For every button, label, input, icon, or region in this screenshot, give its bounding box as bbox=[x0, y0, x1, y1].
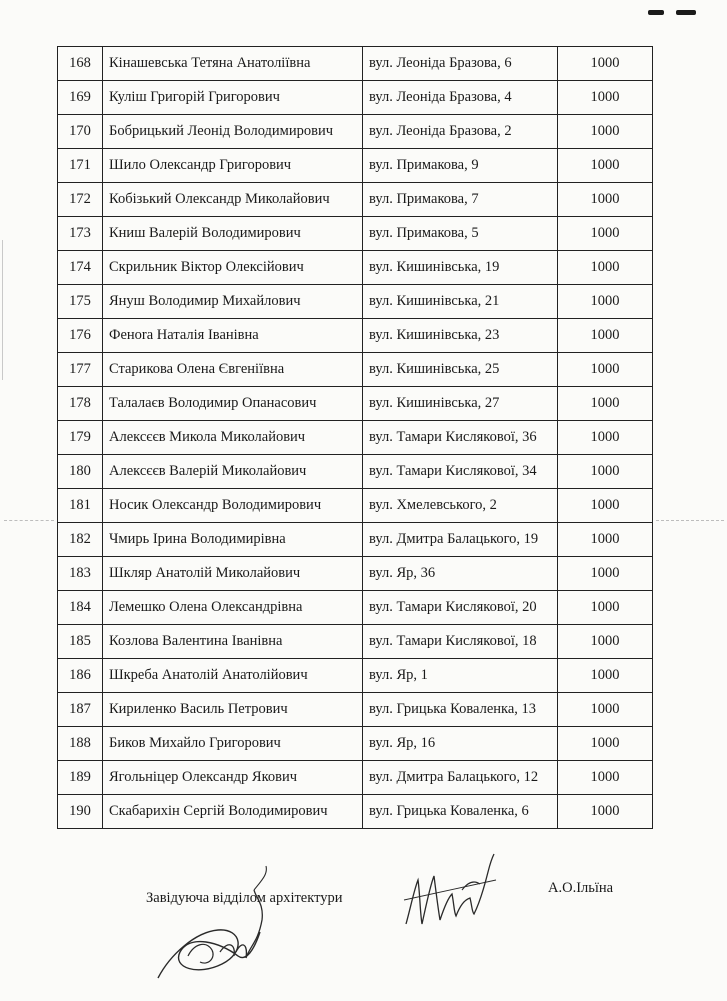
recipient-name: Скрильник Віктор Олексійович bbox=[103, 251, 363, 285]
payment-amount: 1000 bbox=[558, 319, 653, 353]
recipient-address: вул. Кишинівська, 19 bbox=[363, 251, 558, 285]
row-number: 184 bbox=[58, 591, 103, 625]
table-row bbox=[58, 353, 653, 387]
table-row bbox=[58, 557, 653, 591]
row-number: 175 bbox=[58, 285, 103, 319]
table-row bbox=[58, 81, 653, 115]
scan-edge-line bbox=[2, 240, 3, 380]
recipient-address: вул. Кишинівська, 23 bbox=[363, 319, 558, 353]
recipient-address: вул. Кишинівська, 21 bbox=[363, 285, 558, 319]
recipient-address: вул. Яр, 16 bbox=[363, 727, 558, 761]
row-number: 189 bbox=[58, 761, 103, 795]
recipient-address: вул. Дмитра Балацького, 19 bbox=[363, 523, 558, 557]
row-number: 185 bbox=[58, 625, 103, 659]
payment-amount: 1000 bbox=[558, 183, 653, 217]
payment-amount: 1000 bbox=[558, 47, 653, 81]
recipient-name: Шкляр Анатолій Миколайович bbox=[103, 557, 363, 591]
payment-amount: 1000 bbox=[558, 557, 653, 591]
row-number: 182 bbox=[58, 523, 103, 557]
signature-drawing bbox=[150, 860, 280, 990]
table-row bbox=[58, 217, 653, 251]
recipient-name: Феноrа Наталія Іванівна bbox=[103, 319, 363, 353]
recipient-name: Лемешко Олена Олександрівна bbox=[103, 591, 363, 625]
row-number: 186 bbox=[58, 659, 103, 693]
recipients-table-body bbox=[58, 47, 653, 829]
recipient-name: Шкреба Анатолій Анатолійович bbox=[103, 659, 363, 693]
recipient-name: Куліш Григорій Григорович bbox=[103, 81, 363, 115]
recipient-address: вул. Тамари Кислякової, 34 bbox=[363, 455, 558, 489]
table-row bbox=[58, 251, 653, 285]
payment-amount: 1000 bbox=[558, 285, 653, 319]
recipient-address: вул. Грицька Коваленка, 6 bbox=[363, 795, 558, 829]
table-row bbox=[58, 659, 653, 693]
row-number: 171 bbox=[58, 149, 103, 183]
recipient-name: Кінашевська Тетяна Анатоліївна bbox=[103, 47, 363, 81]
row-number: 168 bbox=[58, 47, 103, 81]
recipient-address: вул. Тамари Кислякової, 20 bbox=[363, 591, 558, 625]
row-number: 183 bbox=[58, 557, 103, 591]
recipient-address: вул. Тамари Кислякової, 18 bbox=[363, 625, 558, 659]
payment-amount: 1000 bbox=[558, 353, 653, 387]
recipient-address: вул. Грицька Коваленка, 13 bbox=[363, 693, 558, 727]
recipient-name: Чмирь Ірина Володимирівна bbox=[103, 523, 363, 557]
recipient-name: Кириленко Василь Петрович bbox=[103, 693, 363, 727]
recipient-name: Ягольніцер Олександр Якович bbox=[103, 761, 363, 795]
scan-dash-left bbox=[4, 520, 54, 522]
table-row bbox=[58, 625, 653, 659]
recipients-table bbox=[57, 46, 653, 829]
payment-amount: 1000 bbox=[558, 795, 653, 829]
recipient-address: вул. Примакова, 9 bbox=[363, 149, 558, 183]
payment-amount: 1000 bbox=[558, 591, 653, 625]
row-number: 187 bbox=[58, 693, 103, 727]
row-number: 179 bbox=[58, 421, 103, 455]
recipient-address: вул. Кишинівська, 25 bbox=[363, 353, 558, 387]
table-row bbox=[58, 319, 653, 353]
recipient-name: Алексєєв Микола Миколайович bbox=[103, 421, 363, 455]
row-number: 170 bbox=[58, 115, 103, 149]
table-row bbox=[58, 523, 653, 557]
table-row bbox=[58, 183, 653, 217]
table-row bbox=[58, 761, 653, 795]
scan-dash-right bbox=[656, 520, 724, 522]
table-row bbox=[58, 795, 653, 829]
table-row bbox=[58, 387, 653, 421]
recipient-name: Шило Олександр Григорович bbox=[103, 149, 363, 183]
scan-mark-right bbox=[676, 10, 696, 15]
payment-amount: 1000 bbox=[558, 625, 653, 659]
payment-amount: 1000 bbox=[558, 251, 653, 285]
row-number: 176 bbox=[58, 319, 103, 353]
recipient-address: вул. Кишинівська, 27 bbox=[363, 387, 558, 421]
table-row bbox=[58, 591, 653, 625]
row-number: 180 bbox=[58, 455, 103, 489]
table-row bbox=[58, 47, 653, 81]
payment-amount: 1000 bbox=[558, 455, 653, 489]
table-row bbox=[58, 115, 653, 149]
recipient-name: Кобізький Олександр Миколайович bbox=[103, 183, 363, 217]
recipient-name: Алексєєв Валерій Миколайович bbox=[103, 455, 363, 489]
row-number: 178 bbox=[58, 387, 103, 421]
recipient-name: Носик Олександр Володимирович bbox=[103, 489, 363, 523]
row-number: 190 bbox=[58, 795, 103, 829]
recipient-address: вул. Леоніда Бразова, 2 bbox=[363, 115, 558, 149]
table-row bbox=[58, 149, 653, 183]
recipient-name: Книш Валерій Володимирович bbox=[103, 217, 363, 251]
row-number: 177 bbox=[58, 353, 103, 387]
table-row bbox=[58, 421, 653, 455]
payment-amount: 1000 bbox=[558, 421, 653, 455]
payment-amount: 1000 bbox=[558, 693, 653, 727]
recipient-name: Бобрицький Леонід Володимирович bbox=[103, 115, 363, 149]
recipient-address: вул. Хмелевського, 2 bbox=[363, 489, 558, 523]
scan-mark-left bbox=[648, 10, 664, 15]
recipient-address: вул. Леоніда Бразова, 4 bbox=[363, 81, 558, 115]
payment-amount: 1000 bbox=[558, 523, 653, 557]
table-row bbox=[58, 285, 653, 319]
row-number: 169 bbox=[58, 81, 103, 115]
payment-amount: 1000 bbox=[558, 387, 653, 421]
row-number: 173 bbox=[58, 217, 103, 251]
initials-drawing bbox=[400, 850, 500, 930]
recipient-name: Скабарихін Сергій Володимирович bbox=[103, 795, 363, 829]
row-number: 174 bbox=[58, 251, 103, 285]
table-row bbox=[58, 489, 653, 523]
row-number: 172 bbox=[58, 183, 103, 217]
table-row bbox=[58, 455, 653, 489]
payment-amount: 1000 bbox=[558, 761, 653, 795]
recipient-name: Старикова Олена Євгеніївна bbox=[103, 353, 363, 387]
payment-amount: 1000 bbox=[558, 727, 653, 761]
recipient-address: вул. Яр, 1 bbox=[363, 659, 558, 693]
table-row bbox=[58, 727, 653, 761]
recipient-address: вул. Тамари Кислякової, 36 bbox=[363, 421, 558, 455]
recipient-name: Талалаєв Володимир Опанасович bbox=[103, 387, 363, 421]
row-number: 181 bbox=[58, 489, 103, 523]
recipient-name: Януш Володимир Михайлович bbox=[103, 285, 363, 319]
recipient-address: вул. Примакова, 7 bbox=[363, 183, 558, 217]
payment-amount: 1000 bbox=[558, 217, 653, 251]
row-number: 188 bbox=[58, 727, 103, 761]
payment-amount: 1000 bbox=[558, 81, 653, 115]
recipient-address: вул. Леоніда Бразова, 6 bbox=[363, 47, 558, 81]
payment-amount: 1000 bbox=[558, 149, 653, 183]
payment-amount: 1000 bbox=[558, 659, 653, 693]
recipient-name: Биков Михайло Григорович bbox=[103, 727, 363, 761]
recipient-address: вул. Примакова, 5 bbox=[363, 217, 558, 251]
recipient-address: вул. Дмитра Балацького, 12 bbox=[363, 761, 558, 795]
recipient-address: вул. Яр, 36 bbox=[363, 557, 558, 591]
footer-signatory: А.О.Ільїна bbox=[548, 880, 614, 896]
footer-position: Завідуюча відділом архітектури bbox=[146, 890, 343, 906]
table-row bbox=[58, 693, 653, 727]
recipient-name: Козлова Валентина Іванівна bbox=[103, 625, 363, 659]
payment-amount: 1000 bbox=[558, 115, 653, 149]
payment-amount: 1000 bbox=[558, 489, 653, 523]
